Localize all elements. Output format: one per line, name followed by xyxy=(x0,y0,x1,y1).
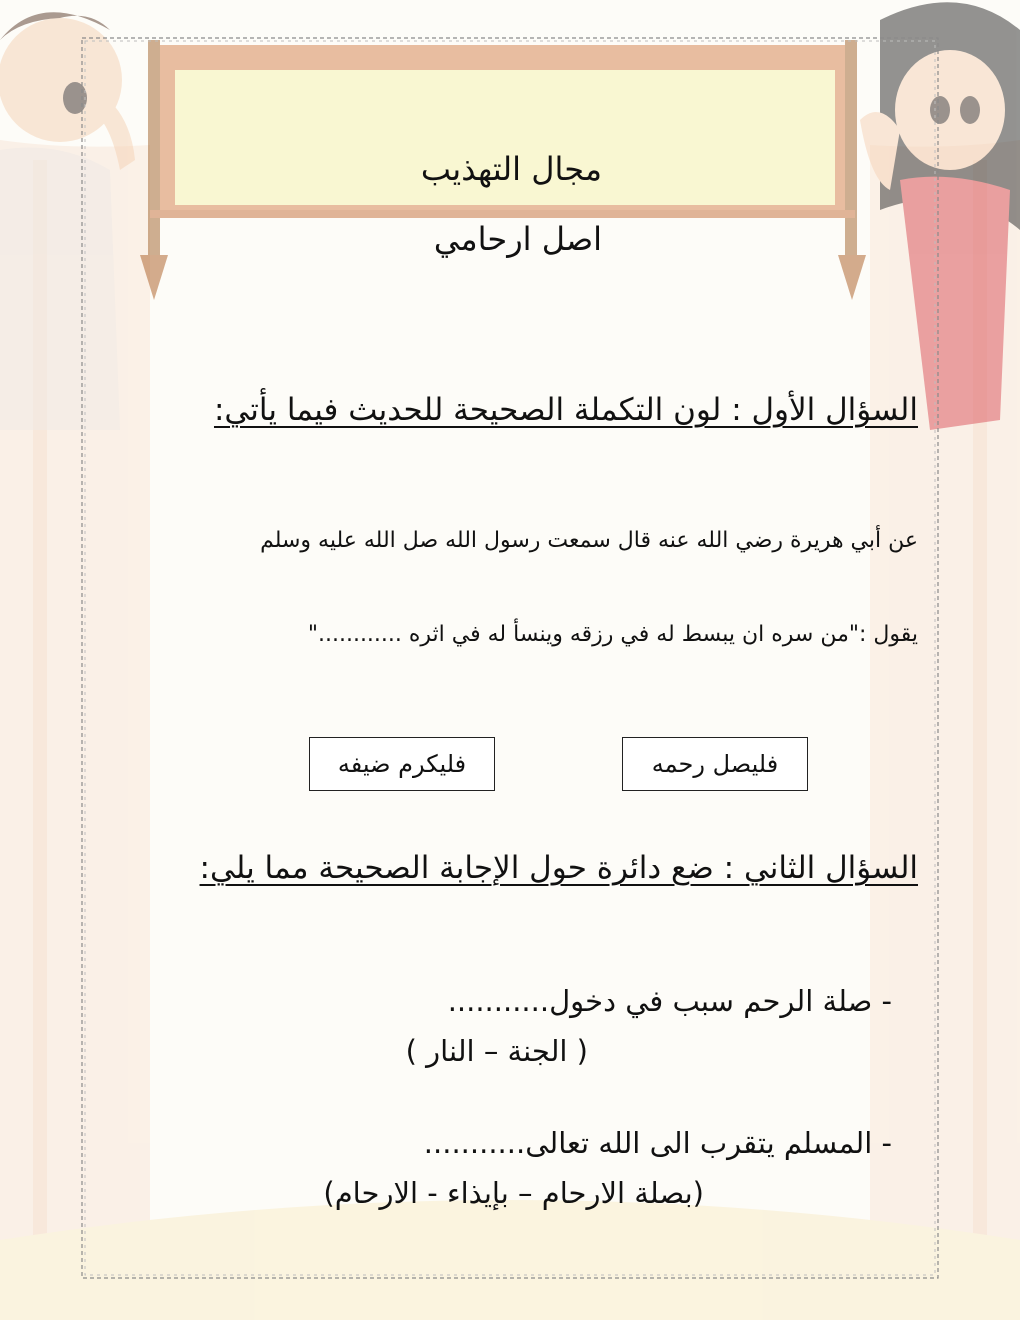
choice-box-2[interactable] xyxy=(309,737,495,791)
question-2-item-1: - صلة الرحم سبب في دخول........... xyxy=(447,984,892,1018)
page-subtitle: اصل ارحامي xyxy=(433,220,602,258)
question-2-heading: السؤال الثاني : ضع دائرة حول الإجابة الصحيحة مما يلي: xyxy=(199,850,918,886)
page-title: مجال التهذيب xyxy=(420,150,602,188)
question-1-heading: السؤال الأول : لون التكملة الصحيحة للحديث فيما يأتي: xyxy=(213,392,918,428)
question-2-item-2-options: (بصلة الارحام – بإيذاء - الارحام) xyxy=(323,1176,704,1210)
choice-box-1[interactable] xyxy=(622,737,808,791)
question-2-item-2: - المسلم يتقرب الى الله تعالى........... xyxy=(423,1126,892,1160)
choice-label-1: فليصل رحمه xyxy=(651,750,779,778)
hadith-line-1: عن أبي هريرة رضي الله عنه قال سمعت رسول الله صل الله عليه وسلم xyxy=(260,528,918,553)
hadith-line-2: يقول :"من سره ان يبسط له في رزقه وينسأ له في اثره ............" xyxy=(307,622,918,647)
choice-label-2: فليكرم ضيفه xyxy=(337,750,467,778)
question-2-item-1-options: ( الجنة – النار ) xyxy=(405,1034,588,1068)
